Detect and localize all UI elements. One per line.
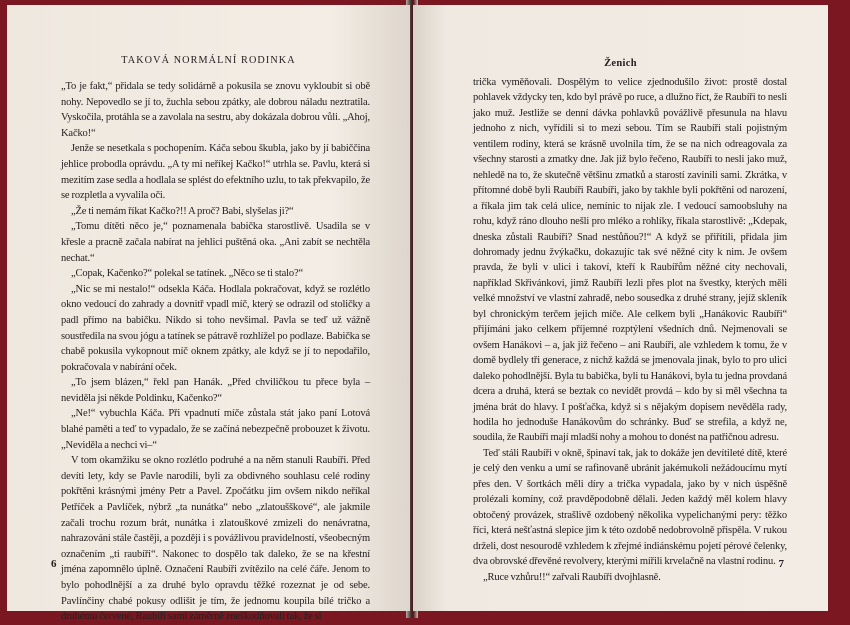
paragraph: „Že ti nemám říkat Kačko?!! A proč? Babi, slyšelas ji?“	[71, 205, 294, 217]
paragraph: Jenže se nesetkala s pochopením. Káča sebou škubla, jako by jí babiččina jehlice probodla oprávdu. „A ty mi neříkej Kačko!“ utrhla se. Pavlu, která si mezitím zase sedla a hodlala se splést do efektního uzlu, to tak překvapilo, že se rozpletla a vyvalila oči.	[61, 143, 370, 202]
paragraph: V tom okamžiku se okno rozlétlo podruhé a na něm stanuli Raubíři. Před devíti lety, kdy se Pavle narodili, byli za obdivného souhlasu celé rodiny pokřtěni krásnými jmény Petr a Pavel. Zpočátku jim ovšem nikdo neříkal Petříček a Pavlíček, nýbrž „ta nunátka“ nebo „zlatoušškové“, ale jakmile začali trochu rozum brát, nunátka i zlatouškové zmizeli do nenávratna, nahrazováni stále častěji, a později i s povážlivou pravidelností, všeobecným označením „ti raubíři“. Nakonec to dospělo tak daleko, že se na křestní jména zapomnělo úplně. Označení Raubíři zvítězilo na celé čáře. Jenom to bylo pohodlnější a za druhé bylo opravdu těžké rozeznat je od sebe. Pavlínčiny chabé pokusy odlišit je tím, že jednomu koupila bílé tričko a druhému červené, Raubíři sami záměrně zneškodňovali tak, že si	[61, 455, 370, 623]
paragraph: „Nic se mi nestalo!“ odsekla Káča. Hodlala pokračovat, když se rozlétlo okno vedoucí do zahrady a dovnitř vpadl míč, který se odrazil od stoličky a padl přímo na babičku. Nikdo si toho nevšimal. Pavla se teď už vážně soustředila na svou jógu a tatínek se pátravě rozhlížel po podlaze. Babička se chabě pokusila vykopnout míč oknem zpátky, ale když se jí to nepodařilo, pokračovala v nabírání oček.	[61, 283, 370, 373]
paragraph: „Copak, Kačenko?“ polekal se tatínek. „Něco se ti stalo?“	[71, 268, 303, 280]
right-page	[413, 5, 828, 611]
page-number-left: 6	[51, 558, 57, 570]
running-head-right: Ženich	[604, 58, 637, 69]
paragraph: trička vyměňovali. Dospělým to velice zjednodušilo život: prostě dostal pohlavek vždycky ten, kdo byl právě po ruce, a dlužno říct, že Raubíři to nesli jako muž. Jestliže se denní dávka pohlavků povážlivě přesunula na hlavu jednoho z nich, vyřídili si to mezi sebou. Tím se Raubíři stali pojistným ventilem rodiny, která se krásně uvolnila tím, že se na nich odreagovala za všechny starosti a zmatky dne. Jak již bylo řečeno, Raubíři to nesli jako muž, nehledě na to, že skutečně většinu zmatků a starostí zavinili sami. Zkrátka, v přítomné době byli Raubíři Raubíři, jako by takhle byli pokřtěni od narození, a říkala jim tak celá ulice, nemínic to nijak zle. I vedoucí samoobsluhy na rohu, když ráno dlouho nešli pro mléko a rohlíky, říkala starostlivě: „Kdepak, dneska zůstali Raubíři? Snad nestůňou?!“ A když se přiřítili, přidala jim dohromady jednu žvýkačku, dokazujíc tak své něžné city k nim. Je ovšem pravda, že byli v ulici i takoví, kteří k Raubířům něžné city nechovali, například Skřivánkovi, jimž Raubíři lezli přes plot na švestky, kterých měli velké množství ve vlastní zahradě, nebo sousedka z druhé strany, jejíž skleník byl chronickým terčem jejich míče. Ale celkem byli „Hanákovic Raubíři“ přijímáni jako celkem příjemné rozptýlení všedních dnů. Nejmenovali se ovšem Hanákovi – a, jak již řečeno – ani Raubíři, ale vzhledem k tomu, že v domě bydlely tři generace, z nichž každá se jmenovala jinak, bylo to pro ulici daleko pohodlnější. Byla tu babička, byli tu Hanákovi, byla tu jedna provdaná dcera a druhá, která se beztak co nevidět provdá – kdo by si měl všechna ta jména brát do hlavy. I pošťačka, když si s nějakým dopisem nevěděla rady, hodila ho jednoduše Hanákovům do schránky. Buď se strefila, a když ne, soudila, že Raubíři mají mladší nohy a mohou to donést na patřičnou adresu.	[473, 77, 787, 444]
paragraph: „Tomu dítěti něco je,“ poznamenala babička starostlivě. Usadila se v křesle a pracně začala nabírat na jehlici puštěná oka. „Ani zabít se nechtěla nechat.“	[61, 221, 370, 264]
running-head-left: TAKOVÁ NORMÁLNÍ RODINKA	[121, 55, 296, 66]
paragraph: „To jsem blázen,“ řekl pan Hanák. „Před chviličkou tu přece byla – neviděla jsi někde Poldinku, Kačenko?“	[61, 377, 370, 404]
paragraph: „Ruce vzhůru!!“ zařvali Raubíři dvojhlasně.	[483, 571, 661, 583]
paragraph: „To je fakt,“ přidala se tedy solidárně a pokusila se znovu vykloubit si obě nohy. Nepovedlo se jí to, žuchla sebou zpátky, ale dobrou náladu neztratila. Vyskočila, protáhla se a zavolala na sestru, aby dokázala dobrou vůli. „Ahoj, Kačko!“	[61, 81, 370, 139]
page-number-right: 7	[778, 558, 784, 570]
paragraph: „Ne!“ vybuchla Káča. Při vpadnutí míče zůstala stát jako paní Lotová blahé paměti a teď to vypadalo, že se začíná nebezpečně probouzet k životu. „Neviděla a nechci vi–“	[61, 408, 370, 451]
paragraph: Teď stáli Raubíři v okně, špinaví tak, jak to dokáže jen devítileté dítě, které je celý den venku a umí se rafinovaně ubránit jakémukoli nežádoucímu mytí přes den. V šortkách měli díry a trička vypadala, jako by v nich úspěšně prolézali komíny, což pravděpodobně dělali. Jeden každý měl kolem hlavy obtočený provázek, strašlivě ozdobený několika vypelichanými pery: těžko říci, která nešťastná slepice jim k této ozdobě nedobrovolně přispěla. V rukou drželi, dost nesourodě vzhledem k zřejmé indiánskému pojetí pérové čelenky, dva obrovské dřevěné revolvery, kterými mířili krvelačně na vlastní rodinu.	[473, 447, 787, 568]
left-page-text	[61, 79, 370, 625]
right-page-text	[473, 75, 787, 585]
left-page	[7, 5, 410, 623]
